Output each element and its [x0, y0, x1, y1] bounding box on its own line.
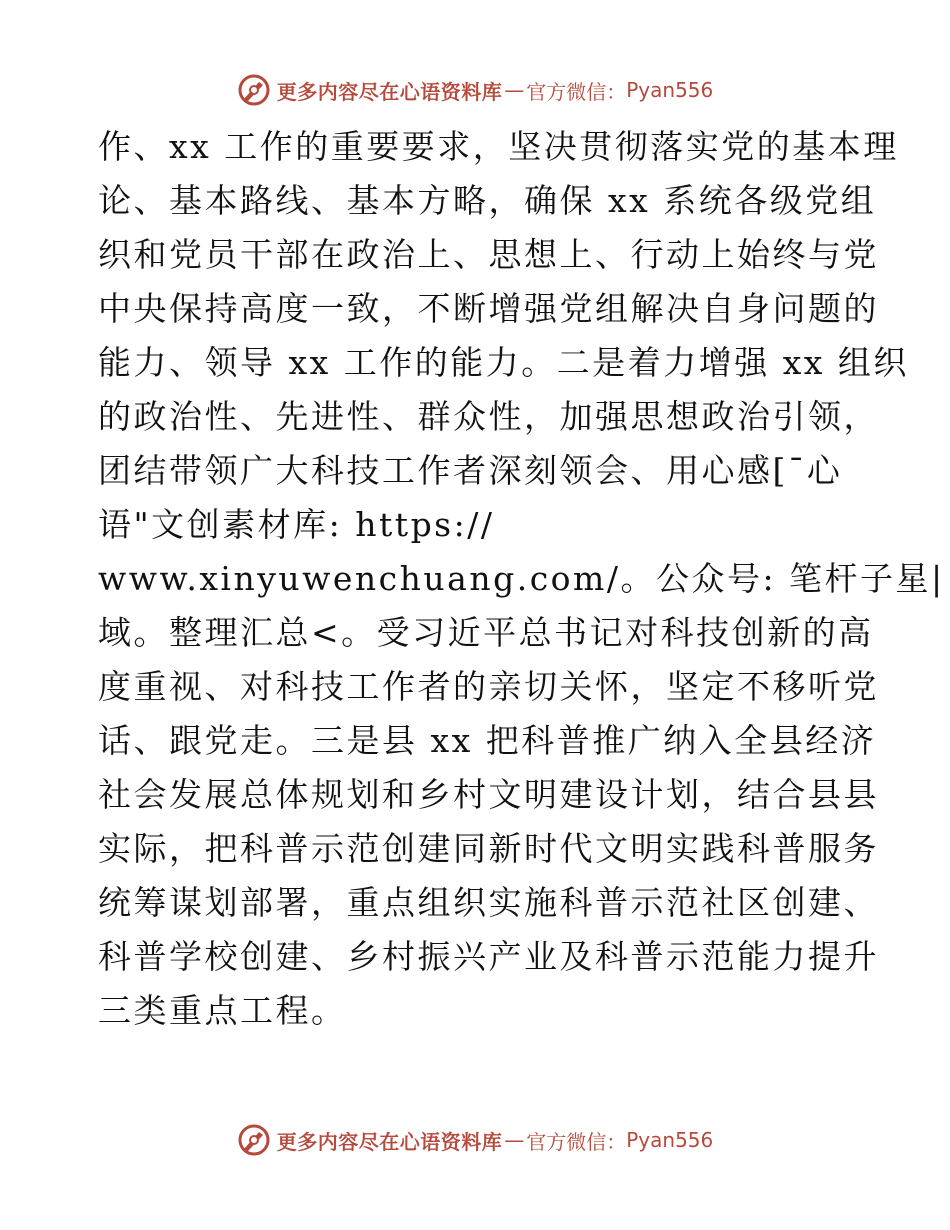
- body-line: 论、基本路线、基本方略，确保 xx 系统各级党组: [98, 181, 877, 220]
- footer-wechat-label: 官方微信：: [526, 1129, 627, 1154]
- body-line: 社会发展总体规划和乡村文明建设计划，结合县县: [98, 775, 879, 814]
- body-line: 科普学校创建、乡村振兴产业及科普示范能力提升: [98, 937, 879, 976]
- body-line: 话、跟党走。三是县 xx 把科普推广纳入全县经济: [98, 721, 877, 760]
- body-line: 域。整理汇总<。受习近平总书记对科技创新的高: [98, 613, 874, 652]
- header-separator: —: [504, 78, 525, 102]
- footer-wechat-id: Pyan556: [626, 1128, 714, 1152]
- header-wechat-label: 官方微信：: [526, 79, 627, 104]
- header-wechat-id: Pyan556: [626, 78, 714, 102]
- pen-circle-logo-icon: [237, 1123, 271, 1157]
- body-line: 实际，把科普示范创建同新时代文明实践科普服务: [98, 829, 879, 868]
- body-line: 的政治性、先进性、群众性，加强思想政治引领，: [98, 397, 879, 436]
- pen-circle-logo-icon: [237, 73, 271, 107]
- document-body: [98, 120, 945, 1038]
- body-line: 三类重点工程。: [98, 991, 347, 1030]
- body-line: 语"文创素材库: https://: [98, 505, 495, 544]
- header-banner: [0, 70, 950, 110]
- footer-banner: [0, 1120, 950, 1160]
- header-text: 更多内容尽在心语资料库: [276, 79, 503, 104]
- body-line: 能力、领导 xx 工作的能力。二是着力增强 xx 组织: [98, 343, 909, 382]
- footer-separator: —: [504, 1128, 525, 1152]
- body-line: www.xinyuwenchuang.com/。公众号: 笔杆子星|: [98, 559, 945, 598]
- body-line: 统筹谋划部署，重点组织实施科普示范社区创建、: [98, 883, 879, 922]
- body-line: 团结带领广大科技工作者深刻领会、用心感[¯心: [98, 451, 843, 490]
- body-line: 中央保持高度一致，不断增强党组解决自身问题的: [98, 289, 879, 328]
- body-line: 度重视、对科技工作者的亲切关怀，坚定不移听党: [98, 667, 879, 706]
- body-line: 作、xx 工作的重要要求，坚决贯彻落实党的基本理: [98, 127, 899, 166]
- body-line: 织和党员干部在政治上、思想上、行动上始终与党: [98, 235, 879, 274]
- footer-text: 更多内容尽在心语资料库: [276, 1129, 503, 1154]
